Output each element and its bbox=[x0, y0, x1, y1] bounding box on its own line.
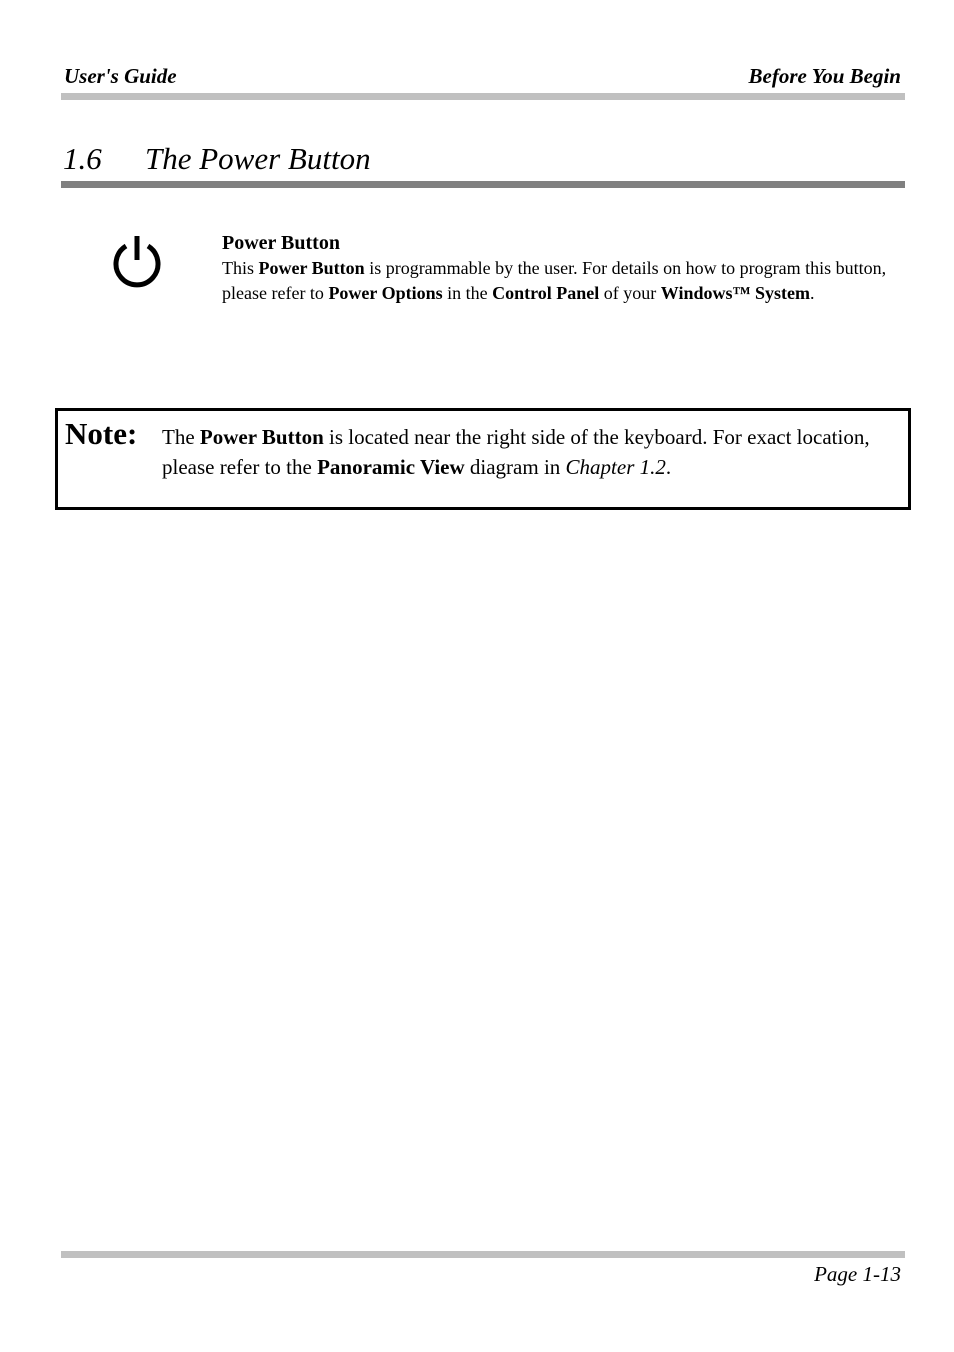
text-run: is located near the right side of the keyboard. For exact location, please refer to the bbox=[162, 425, 870, 479]
text-run: in the bbox=[442, 282, 493, 303]
footer-divider bbox=[61, 1251, 905, 1258]
section-number: 1.6 bbox=[63, 141, 102, 176]
bold-term: Windows™ System bbox=[660, 282, 810, 303]
note-label: Note: bbox=[65, 416, 138, 451]
page-number: Page 1-13 bbox=[814, 1262, 901, 1286]
header-divider bbox=[61, 93, 905, 100]
text-run: . bbox=[665, 454, 672, 479]
chapter-reference: Chapter 1.2 bbox=[565, 454, 666, 479]
text-run: The bbox=[162, 425, 200, 449]
note-box bbox=[55, 408, 911, 510]
header-guide-title: User's Guide bbox=[64, 64, 177, 88]
section-divider bbox=[61, 181, 905, 188]
bold-term: Power Button bbox=[258, 258, 365, 278]
text-run: of your bbox=[599, 282, 661, 303]
bold-term: Control Panel bbox=[492, 282, 600, 303]
bold-term: Power Button bbox=[199, 425, 324, 449]
power-button-text bbox=[222, 256, 912, 305]
text-run: . bbox=[809, 282, 815, 303]
bold-term: Panoramic View bbox=[317, 454, 465, 479]
bold-term: Power Options bbox=[328, 282, 443, 303]
text-run: is programmable by the user. For details on how to program this button, please refer to bbox=[222, 258, 887, 303]
section-title bbox=[63, 141, 371, 177]
text-run: diagram in bbox=[464, 454, 566, 479]
power-button-heading: Power Button bbox=[222, 232, 340, 254]
power-button-description bbox=[222, 230, 912, 305]
header-chapter-title: Before You Begin bbox=[748, 64, 901, 88]
text-run: This bbox=[222, 258, 259, 278]
power-icon bbox=[109, 233, 165, 289]
note-text bbox=[162, 423, 892, 482]
section-title-text: The Power Button bbox=[145, 141, 371, 176]
